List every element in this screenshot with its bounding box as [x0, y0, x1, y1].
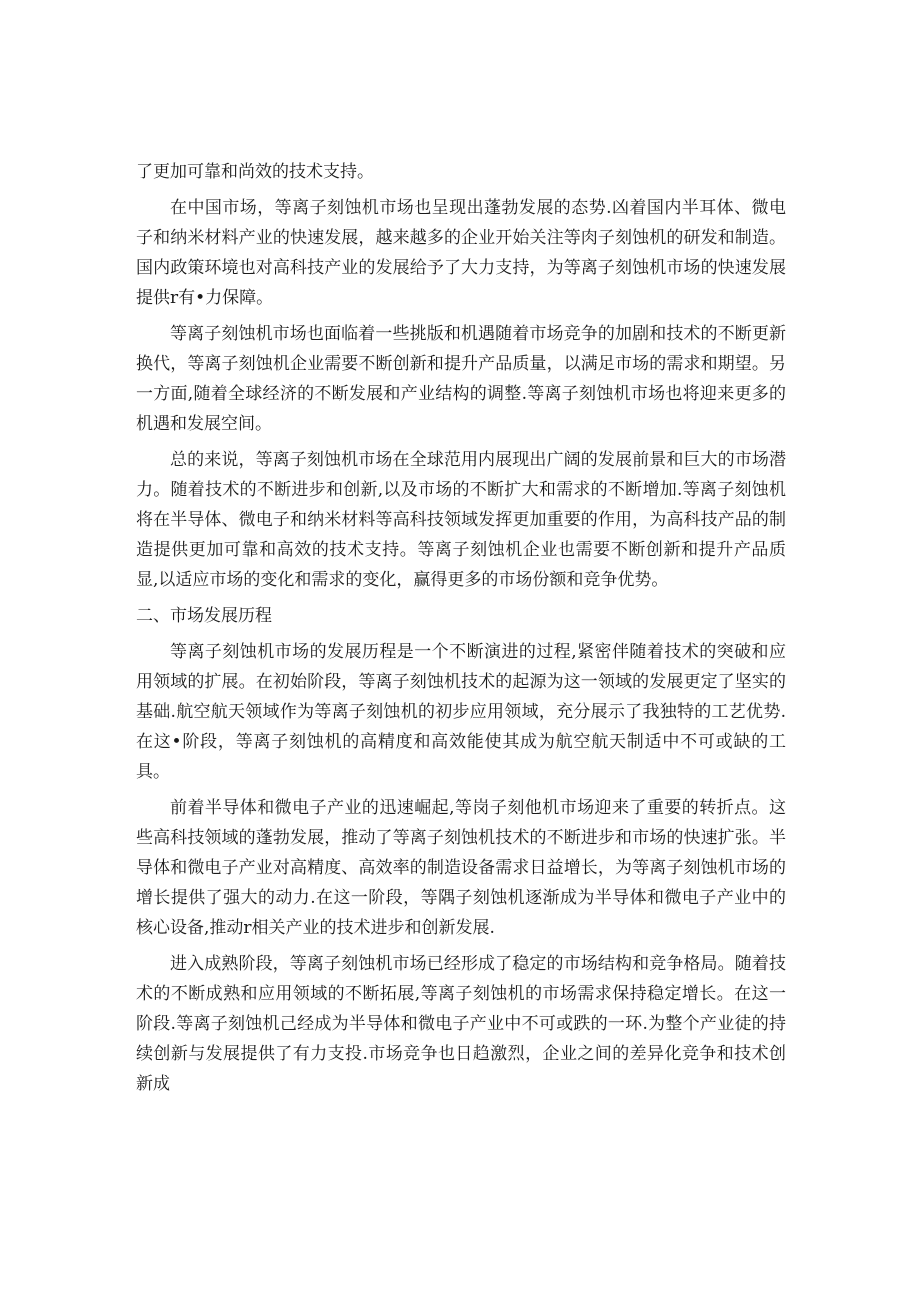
paragraph-history-initial: 等离子刻蚀机市场的发展历程是一个不断演进的过程,紧密伴随着技术的突破和应用领域的扩展。在初始阶段，等离子刻蚀机技术的起源为这一领域的发展更定了坚实的基础.航空航天领域作为等离子刻蚀机的初步应用领域，充分展示了我独特的工艺优势.在这•阶段，等离子刻蚀机的高精度和高效能使其成为航空航天制适中不可或缺的工具。 [136, 642, 786, 782]
paragraph-history-mature: 进入成熟阶段，等离子刻蚀机市场已经形成了稳定的市场结构和竞争格局。随着技术的不断成熟和应用领域的不断拓展,等离子刻蚀机的市场需求保持稳定增长。在这一阶段.等离子刻蚀机己经成为半导体和微电子产业中不可或跌的一环.为整个产业徒的持续创新与发展提供了有力支投.市场竞争也日趋激烈，企业之间的差异化竞争和技术创新成 [136, 954, 786, 1094]
paragraph-china-market: 在中国市场，等离子刻蚀机市场也呈现出蓬勃发展的态势.凶着国内半耳体、微电子和纳米材料产业的快速发展，越来越多的企业开始关注等肉子刻蚀机的研发和制造。国内政策环境也对高科技产业的发展给予了大力支持，为等离子刻蚀机市场的快速发展提供r有•力保障。 [136, 198, 786, 308]
section-heading: 二、市场发展历程 [136, 606, 272, 626]
paragraph-history-growth: 前着半导体和微电子产业的迅速崛起,等岗子刻他机市场迎来了重要的转折点。这些高科技领域的蓬勃发展，推动了等离子刻蚀机技术的不断进步和市场的快速扩张。半导体和微电子产业对高精度、高效率的制造设备需求日益增长，为等离子刻蚀机市场的增长提供了强大的动力.在这一阶段，等隅子刻蚀机逐渐成为半导体和微电子产业中的核心设备,推动r相关产业的技术进步和创新发展. [136, 798, 786, 938]
paragraph-challenges: 等离子刻蚀机市场也面临着一些挑版和机遇随着市场竞争的加剧和技术的不断更新换代，等离子刻蚀机企业需要不断创新和提升产品质量，以满足市场的需求和期望。另一方面,随着全球经济的不断发展和产业结构的调整.等离子刻蚀机市场也将迎来更多的机遇和发展空间。 [136, 324, 786, 434]
paragraph-summary: 总的来说，等离子刻蚀机市场在全球范用内展现出广阔的发展前景和巨大的市场潜力。随着技术的不断进步和创新,以及市场的不断扩大和需求的不断增加.等离子刻蚀机将在半导体、微电子和纳米材料等高科技领域发挥更加重要的作用，为高科技产品的制造提供更加可靠和高效的技术支持。等离子刻蚀机企业也需要不断创新和提升产品质显,以适应市场的变化和需求的变化，赢得更多的市场份额和竞争优势。 [136, 450, 786, 590]
paragraph-continuation: 了更加可靠和尚效的技术支持。 [136, 162, 374, 182]
document-body [136, 157, 786, 1105]
